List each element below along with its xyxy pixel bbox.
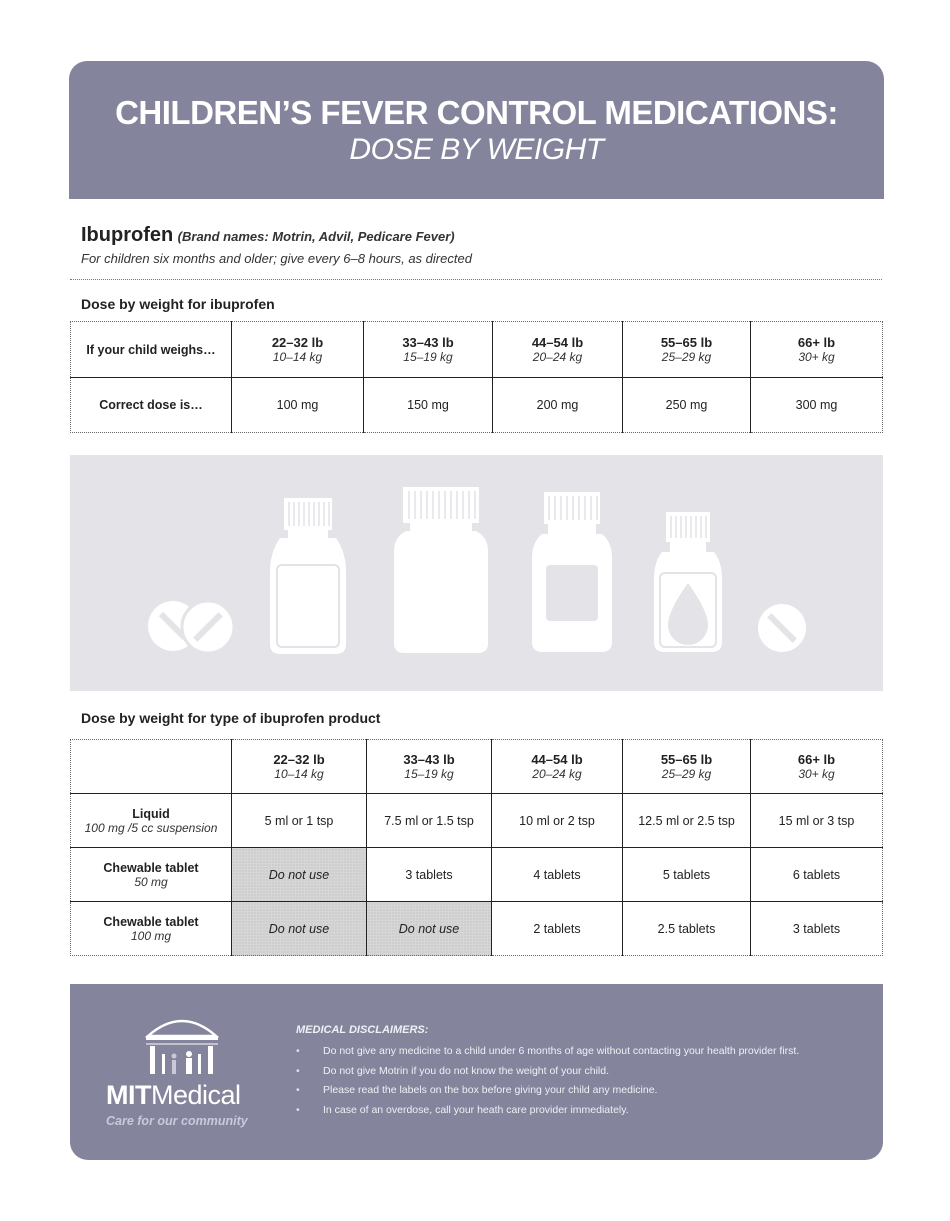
page-footer <box>70 984 883 1160</box>
row-label: Liquid 100 mg /5 cc suspension <box>71 794 232 848</box>
table-row <box>71 794 883 848</box>
drug-name: Ibuprofen <box>81 224 174 246</box>
weight-cell: 66+ lb 30+ kg <box>751 322 883 378</box>
logo-wordmark: MITMedical <box>106 1080 241 1110</box>
dose-cell: 15 ml or 3 tsp <box>751 794 883 848</box>
pills-icon <box>148 601 234 653</box>
dose-cell: 250 mg <box>623 378 751 433</box>
row-label: Chewable tablet 100 mg <box>71 902 232 956</box>
dose-cell: 2.5 tablets <box>623 902 751 956</box>
dose-cell: 150 mg <box>364 378 493 433</box>
drug-info <box>81 224 472 266</box>
weight-cell: 33–43 lb 15–19 kg <box>367 740 492 794</box>
dose-cell: 100 mg <box>232 378 364 433</box>
weight-cell: 22–32 lb 10–14 kg <box>232 322 364 378</box>
page-header <box>69 61 884 199</box>
table-row <box>71 740 883 794</box>
pill-jar-icon <box>394 487 488 653</box>
dose-cell: 3 tablets <box>367 848 492 902</box>
row-label: Correct dose is… <box>71 378 232 433</box>
dose-cell: 7.5 ml or 1.5 tsp <box>367 794 492 848</box>
table2-title: Dose by weight for type of ibuprofen product <box>81 710 381 726</box>
liquid-drop-bottle-icon <box>654 512 722 652</box>
table-row <box>71 322 883 378</box>
list-item: • Please read the labels on the box before giving your child any medicine. <box>296 1081 866 1101</box>
dose-cell: 5 ml or 1 tsp <box>232 794 367 848</box>
dose-cell-disabled: Do not use <box>232 902 367 956</box>
logo-tagline: Care for our community <box>106 1114 248 1128</box>
row-label: Chewable tablet 50 mg <box>71 848 232 902</box>
dose-cell: 4 tablets <box>492 848 623 902</box>
weight-cell: 55–65 lb 25–29 kg <box>623 322 751 378</box>
medicine-illustration-svg <box>70 455 883 691</box>
table1-title: Dose by weight for ibuprofen <box>81 296 275 312</box>
drug-instructions: For children six months and older; give every 6–8 hours, as directed <box>81 251 472 266</box>
row-label: If your child weighs… <box>71 322 232 378</box>
dose-cell: 12.5 ml or 2.5 tsp <box>623 794 751 848</box>
empty-header-cell <box>71 740 232 794</box>
weight-cell: 66+ lb 30+ kg <box>751 740 883 794</box>
tablet-icon <box>758 604 806 652</box>
list-item: • Do not give any medicine to a child under 6 months of age without contacting your health provider first. <box>296 1042 866 1062</box>
list-item: • Do not give Motrin if you do not know the weight of your child. <box>296 1062 866 1082</box>
medicine-illustration <box>70 455 883 691</box>
weight-cell: 22–32 lb 10–14 kg <box>232 740 367 794</box>
table-row <box>71 848 883 902</box>
ibuprofen-dose-table <box>70 321 883 433</box>
page-subtitle: DOSE BY WEIGHT <box>349 133 604 166</box>
disclaimer-title: MEDICAL DISCLAIMERS: <box>296 1024 429 1036</box>
dose-cell: 2 tablets <box>492 902 623 956</box>
page-title: CHILDREN’S FEVER CONTROL MEDICATIONS: <box>115 94 838 131</box>
dose-cell: 3 tablets <box>751 902 883 956</box>
dose-cell-disabled: Do not use <box>367 902 492 956</box>
dose-cell: 200 mg <box>493 378 623 433</box>
medical-disclaimers <box>296 1024 866 1120</box>
table-row <box>71 378 883 433</box>
dose-cell-disabled: Do not use <box>232 848 367 902</box>
weight-cell: 44–54 lb 20–24 kg <box>492 740 623 794</box>
dose-cell: 10 ml or 2 tsp <box>492 794 623 848</box>
dose-cell: 6 tablets <box>751 848 883 902</box>
weight-cell: 33–43 lb 15–19 kg <box>364 322 493 378</box>
mit-dome-logo <box>142 1014 222 1076</box>
table-row <box>71 902 883 956</box>
medicine-bottle-icon <box>270 498 346 654</box>
weight-cell: 55–65 lb 25–29 kg <box>623 740 751 794</box>
list-item: • In case of an overdose, call your heath care provider immediately. <box>296 1101 866 1121</box>
dose-cell: 300 mg <box>751 378 883 433</box>
labeled-bottle-icon <box>532 492 612 652</box>
drug-brands: (Brand names: Motrin, Advil, Pedicare Fever) <box>177 229 455 244</box>
divider <box>70 279 882 280</box>
product-dose-table <box>70 739 883 956</box>
weight-cell: 44–54 lb 20–24 kg <box>493 322 623 378</box>
disclaimer-list <box>296 1042 866 1120</box>
dose-cell: 5 tablets <box>623 848 751 902</box>
